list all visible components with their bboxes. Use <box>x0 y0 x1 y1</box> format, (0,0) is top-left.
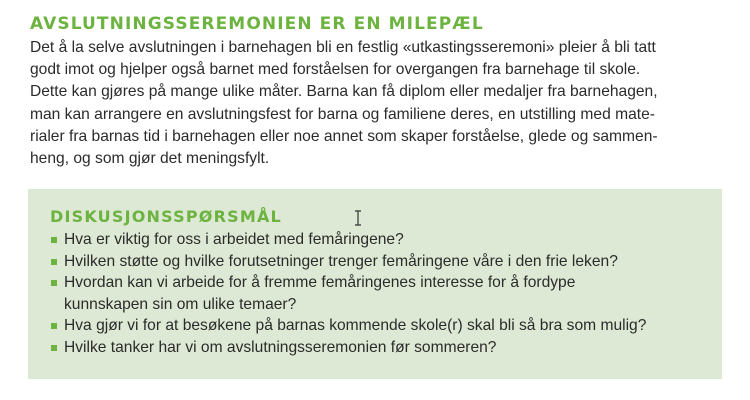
bullet-square-icon <box>51 259 57 265</box>
question-line: Hva er viktig for oss i arbeidet med femåringene? <box>64 231 404 248</box>
paragraph-line: godt imot og hjelper også barnet med forståelsen for overgangen fra barnehage til skole. <box>30 61 641 79</box>
question-line: Hvilke tanker har vi om avslutningsseremonien før sommeren? <box>64 338 497 356</box>
question-line: Hvilken støtte og hvilke forutsetninger trenger femåringene våre i den frie leken? <box>64 252 618 270</box>
discussion-question <box>50 272 710 315</box>
discussion-box <box>28 189 722 379</box>
bullet-square-icon <box>51 323 57 329</box>
discussion-question <box>50 337 710 359</box>
paragraph-line: rialer fra barnas tid i barnehagen eller noe annet som skaper forståelse, glede og sammen- <box>30 127 658 145</box>
text-cursor-icon <box>354 210 362 226</box>
question-line: Hva gjør vi for at besøkene på barnas kommende skole(r) skal bli så bra som mulig? <box>64 317 647 334</box>
paragraph-line: Det å la selve avslutningen i barnehagen bli en festlig «utkastingsseremoni» pleier å bli tatt <box>30 39 656 56</box>
bullet-square-icon <box>51 237 57 243</box>
discussion-question <box>50 315 710 337</box>
discussion-question-list <box>50 229 710 358</box>
bullet-square-icon <box>51 280 57 286</box>
paragraph-line: heng, og som gjør det meningsfylt. <box>30 150 270 168</box>
bullet-square-icon <box>51 345 57 351</box>
paragraph-line: Dette kan gjøres på mange ulike måter. Barna kan få diplom eller medaljer fra barnehagen, <box>30 83 658 101</box>
section-heading: AVSLUTNINGSSEREMONIEN ER EN MILEPÆL <box>30 14 484 34</box>
discussion-question <box>50 229 710 251</box>
paragraph-line: man kan arrangere en avslutningsfest for barna og familiene deres, en utstilling med mate- <box>30 105 655 123</box>
section-paragraph <box>30 37 720 170</box>
question-line: kunnskapen sin om ulike temaer? <box>64 295 297 313</box>
discussion-heading: DISKUSJONSSPØRSMÅL <box>50 207 282 226</box>
discussion-question <box>50 251 710 273</box>
question-line: Hvordan kan vi arbeide for å fremme femåringenes interesse for å fordype <box>64 274 576 291</box>
